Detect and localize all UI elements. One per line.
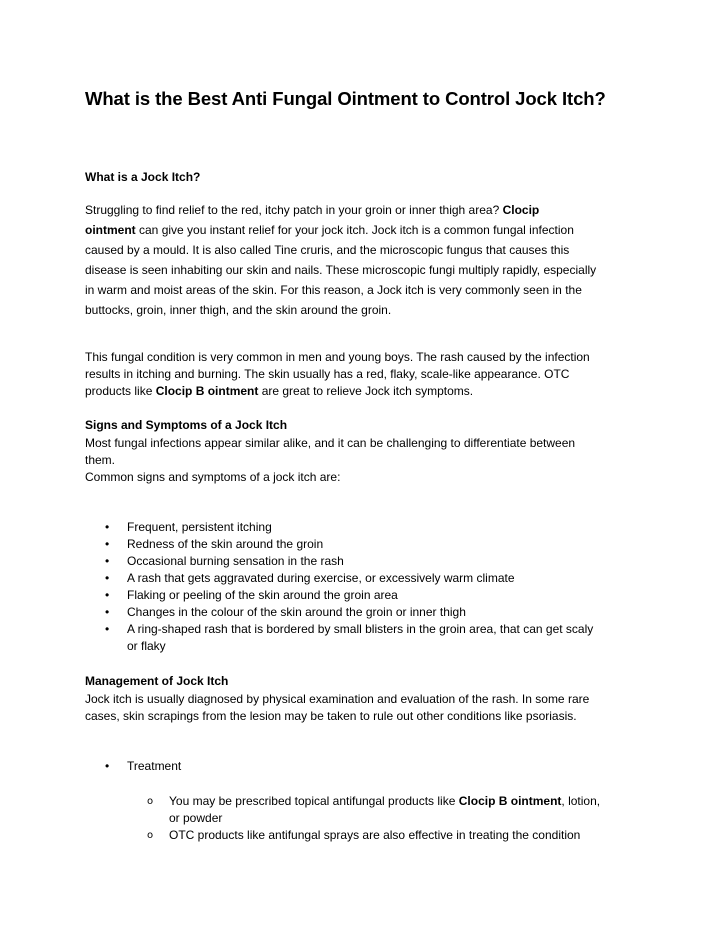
intro-line: caused by a mould. It is also called Tine cruris, and the microscopic fungus that causes this [85, 243, 570, 257]
treatment-sublist [85, 793, 645, 844]
bullet-icon: • [105, 622, 110, 636]
page-title: What is the Best Anti Fungal Ointment to Control Jock Itch? [85, 88, 606, 109]
management-paragraph [85, 691, 645, 725]
intro-line: disease is seen inhabiting our skin and nails. These microscopic fungi multiply rapidly, especially [85, 263, 597, 277]
symptoms-intro [85, 435, 645, 486]
list-item: • A ring-shaped rash that is bordered by small blisters in the groin area, that can get scaly or flaky [105, 622, 594, 653]
bullet-icon: • [105, 554, 110, 568]
bullet-icon: • [105, 571, 110, 585]
paragraph-line: Common signs and symptoms of a jock itch are: [85, 470, 341, 484]
section-heading-symptoms: Signs and Symptoms of a Jock Itch [85, 418, 288, 432]
circle-bullet-icon: o [147, 796, 154, 807]
bullet-icon: • [105, 537, 110, 551]
list-item: o OTC products like antifungal sprays are also effective in treating the condition [147, 828, 581, 842]
paragraph-line: results in itching and burning. The skin usually has a red, flaky, scale-like appearance. OTC [85, 367, 570, 381]
condition-paragraph [85, 349, 645, 400]
bullet-icon: • [105, 520, 110, 534]
paragraph-line: them. [85, 453, 116, 467]
list-item: • Flaking or peeling of the skin around the groin area [105, 588, 398, 602]
intro-line: in warm and moist areas of the skin. For this reason, a Jock itch is very commonly seen in the [85, 283, 582, 297]
list-item: • Frequent, persistent itching [105, 520, 272, 534]
intro-line: Struggling to find relief to the red, itchy patch in your groin or inner thigh area? Clocip [85, 203, 540, 217]
list-item: • Changes in the colour of the skin around the groin or inner thigh [105, 605, 466, 619]
intro-line: buttocks, groin, inner thigh, and the skin around the groin. [85, 303, 392, 317]
paragraph-line: This fungal condition is very common in men and young boys. The rash caused by the infection [85, 350, 590, 364]
list-item: • Occasional burning sensation in the rash [105, 554, 344, 568]
bullet-icon: • [105, 588, 110, 602]
intro-line: ointment can give you instant relief for your jock itch. Jock itch is a common fungal infection [85, 223, 574, 237]
list-item: • A rash that gets aggravated during exercise, or excessively warm climate [105, 571, 515, 585]
circle-bullet-icon: o [147, 830, 154, 841]
symptoms-list [85, 519, 645, 655]
bullet-icon: • [105, 605, 110, 619]
section-heading-what-is: What is a Jock Itch? [85, 170, 201, 184]
list-item: o You may be prescribed topical antifungal products like Clocip B ointment, lotion, or powder [147, 794, 601, 825]
bullet-icon: • [105, 759, 110, 773]
paragraph-line: products like Clocip B ointment are great to relieve Jock itch symptoms. [85, 384, 474, 398]
intro-paragraph [85, 200, 645, 320]
paragraph-line: Jock itch is usually diagnosed by physical examination and evaluation of the rash. In some rare [85, 692, 590, 706]
paragraph-line: cases, skin scrapings from the lesion may be taken to rule out other conditions like psoriasis. [85, 709, 577, 723]
list-item: • Redness of the skin around the groin [105, 537, 324, 551]
list-item: • Treatment [105, 759, 182, 773]
treatment-list [85, 758, 645, 775]
paragraph-line: Most fungal infections appear similar alike, and it can be challenging to differentiate between [85, 436, 576, 450]
section-heading-management: Management of Jock Itch [85, 674, 229, 688]
